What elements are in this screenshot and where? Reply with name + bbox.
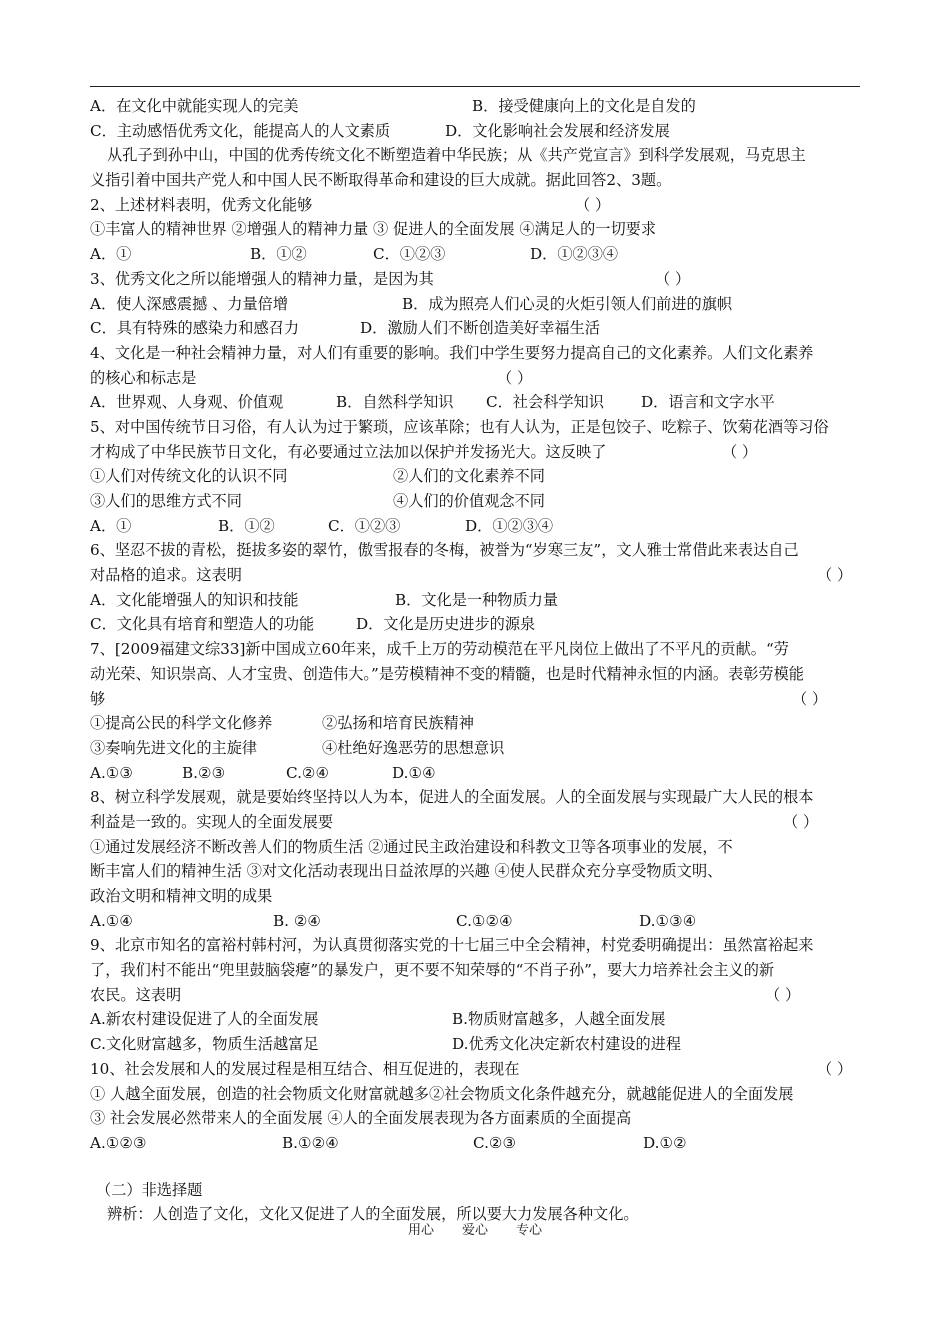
option-text: B.②③ xyxy=(182,763,226,782)
line-text: 辨析：人创造了文化，文化又促进了人的全面发展，所以要大力发展各种文化。 xyxy=(107,1205,639,1224)
document-body xyxy=(90,94,860,1227)
text-line xyxy=(90,1131,860,1156)
answer-blank: （ ） xyxy=(817,566,853,585)
line-text: 2、上述材料表明，优秀文化能够 xyxy=(90,195,313,214)
section-heading xyxy=(90,1178,860,1203)
option-text: B．文化是一种物质力量 xyxy=(395,590,559,609)
answer-blank: （ ） xyxy=(792,689,828,708)
line-text: 4、文化是一种社会精神力量，对人们有重要的影响。我们中学生要努力提高自己的文化素养。人们文化素养 xyxy=(90,343,814,362)
text-line xyxy=(90,143,860,168)
line-text: 的核心和标志是 xyxy=(90,368,197,387)
option-text: C.文化财富越多，物质生活越富足 xyxy=(90,1035,319,1054)
text-line xyxy=(90,1007,860,1032)
line-text: 5、对中国传统节日习俗，有人认为过于繁琐，应该革除；也有人认为，正是包饺子、吃粽子、饮菊花酒等习俗 xyxy=(90,417,829,436)
line-text: ①丰富人的精神世界 ②增强人的精神力量 ③ 促进人的全面发展 ④满足人的一切要求 xyxy=(90,220,657,239)
answer-blank: （ ） xyxy=(655,269,691,288)
option-text: A．在文化中就能实现人的完美 xyxy=(90,97,299,115)
option-text: B.物质财富越多，人越全面发展 xyxy=(452,1010,666,1029)
option-text: ④人们的价值观念不同 xyxy=(393,492,545,510)
text-line xyxy=(90,588,860,613)
option-text: D．①②③④ xyxy=(465,516,554,535)
text-line xyxy=(90,958,860,983)
option-text: A.①③ xyxy=(90,763,134,782)
option-text: A．使人深感震撼 、力量倍增 xyxy=(90,294,289,313)
text-line xyxy=(90,711,860,736)
line-text: 了，我们村不能出“兜里鼓脑袋瘪”的暴发户，更不要不知荣辱的“不肖子孙”，要大力培养社会主义的新 xyxy=(90,961,775,980)
option-text: A.①②③ xyxy=(90,1133,147,1152)
option-text: B．①② xyxy=(250,245,307,264)
line-text: 动光荣、知识崇高、人才宝贵、创造伟大。”是劳模精神不变的精髓，也是时代精神永恒的内涵。表彰劳模能 xyxy=(90,664,804,683)
option-text: D．文化影响社会发展和经济发展 xyxy=(445,121,670,140)
text-line xyxy=(90,662,860,687)
option-text: A．文化能增强人的知识和技能 xyxy=(90,590,299,609)
option-text: C.②③ xyxy=(473,1133,517,1152)
option-text: D．语言和文字水平 xyxy=(641,393,775,412)
option-text: C．①②③ xyxy=(328,516,401,535)
line-text: ① 人越全面发展，创造的社会物质文化财富就越多②社会物质文化条件越充分，就越能促进人的全面发展 xyxy=(90,1084,794,1103)
line-text: 从孔子到孙中山，中国的优秀传统文化不断塑造着中华民族；从《共产党宣言》到科学发展观，马克思主 xyxy=(107,146,806,165)
option-text: A．① xyxy=(90,516,132,535)
text-line xyxy=(90,119,860,144)
option-text: B.①②④ xyxy=(282,1133,339,1152)
option-text: D.优秀文化决定新农村建设的进程 xyxy=(452,1035,682,1054)
text-line xyxy=(90,785,860,810)
page-footer xyxy=(0,1222,950,1240)
text-line xyxy=(90,761,860,786)
text-line xyxy=(90,1106,860,1131)
option-text: A．世界观、人身观、价值观 xyxy=(90,393,284,412)
option-text: B. ②④ xyxy=(273,911,322,930)
text-line xyxy=(90,1082,860,1107)
footer-word: 用心 xyxy=(407,1223,434,1238)
line-text: 农民。这表明 xyxy=(90,985,182,1004)
option-text: B．成为照亮人们心灵的火炬引领人们前进的旗帜 xyxy=(402,294,733,313)
option-text: C．文化具有培育和塑造人的功能 xyxy=(90,615,315,634)
text-line xyxy=(90,909,860,934)
option-text: ③奏响先进文化的主旋律 xyxy=(90,738,258,757)
line-text: 断丰富人们的精神生活 ③对文化活动表现出日益浓厚的兴趣 ④使人民群众充分享受物质文明、 xyxy=(90,862,723,881)
text-line xyxy=(90,835,860,860)
text-line xyxy=(90,736,860,761)
option-text: D．激励人们不断创造美好幸福生活 xyxy=(360,319,600,338)
option-text: C.②④ xyxy=(286,763,330,782)
option-text: B．接受健康向上的文化是自发的 xyxy=(472,97,696,115)
option-text: ①人们对传统文化的认识不同 xyxy=(90,467,288,486)
text-line xyxy=(90,1057,860,1082)
text-line xyxy=(90,440,860,465)
answer-blank: （ ） xyxy=(765,985,801,1004)
text-line xyxy=(90,415,860,440)
text-line xyxy=(90,341,860,366)
text-line xyxy=(90,884,860,909)
option-text: ①提高公民的科学文化修养 xyxy=(90,714,273,733)
line-text: ①通过发展经济不断改善人们的物质生活 ②通过民主政治建设和科教文卫等各项事业的发展，不 xyxy=(90,837,733,856)
text-line xyxy=(90,242,860,267)
option-text: C．社会科学知识 xyxy=(486,393,604,412)
text-line xyxy=(90,859,860,884)
text-line xyxy=(90,168,860,193)
answer-blank: （ ） xyxy=(575,195,611,214)
footer-word: 爱心 xyxy=(461,1223,488,1238)
option-text: D．文化是历史进步的源泉 xyxy=(356,615,536,634)
line-text: 8、树立科学发展观，就是要始终坚持以人为本，促进人的全面发展。人的全面发展与实现最广大人民的根本 xyxy=(90,788,814,807)
text-line xyxy=(90,267,860,292)
line-text: （二）非选择题 xyxy=(96,1180,203,1199)
text-line xyxy=(90,316,860,341)
option-text: B．①② xyxy=(218,516,275,535)
text-line xyxy=(90,390,860,415)
text-line xyxy=(90,810,860,835)
text-line xyxy=(90,292,860,317)
line-text: 7、[2009福建文综33]新中国成立60年来，成千上万的劳动模范在平凡岗位上做出了不平凡的贡献。“劳 xyxy=(90,640,789,659)
option-text: ②弘扬和培育民族精神 xyxy=(322,714,474,733)
line-text: 义指引着中国共产党人和中国人民不断取得革命和建设的巨大成就。据此回答2、3题。 xyxy=(90,171,672,190)
text-line xyxy=(90,637,860,662)
text-line xyxy=(90,514,860,539)
line-text: ③ 社会发展必然带来人的全面发展 ④人的全面发展表现为各方面素质的全面提高 xyxy=(90,1109,632,1128)
line-text: 对品格的追求。这表明 xyxy=(90,566,242,585)
text-line xyxy=(90,612,860,637)
text-line xyxy=(90,489,860,514)
header-rule xyxy=(90,86,860,87)
option-text: A.新农村建设促进了人的全面发展 xyxy=(90,1010,319,1029)
option-text: D．①②③④ xyxy=(530,245,619,264)
text-line xyxy=(90,193,860,218)
option-text: B．自然科学知识 xyxy=(336,393,454,412)
option-text: D.①④ xyxy=(392,763,436,782)
line-text: 够 xyxy=(90,689,106,708)
answer-blank: （ ） xyxy=(783,812,819,831)
line-text: 6、坚忍不拔的青松，挺拔多姿的翠竹，傲雪报春的冬梅，被誉为“岁寒三友”，文人雅士常借此来表达自己 xyxy=(90,541,799,560)
option-text: A.①④ xyxy=(90,911,134,930)
line-text: 10、社会发展和人的发展过程是相互结合、相互促进的，表现在 xyxy=(90,1059,520,1078)
answer-blank: （ ） xyxy=(497,368,533,387)
option-text: C．主动感悟优秀文化，能提高人的人文素质 xyxy=(90,121,391,140)
answer-blank: （ ） xyxy=(817,1059,853,1078)
answer-blank: （ ） xyxy=(722,442,758,461)
line-text: 政治文明和精神文明的成果 xyxy=(90,887,273,905)
option-text: ③人们的思维方式不同 xyxy=(90,492,242,510)
text-line xyxy=(90,538,860,563)
line-text: 9、北京市知名的富裕村韩村河，为认真贯彻落实党的十七届三中全会精神，村党委明确提出：虽然富裕起来 xyxy=(90,936,814,955)
line-text: 才构成了中华民族节日文化，有必要通过立法加以保护并发扬光大。这反映了 xyxy=(90,442,607,461)
option-text: D.①② xyxy=(643,1133,687,1152)
line-text: 3、优秀文化之所以能增强人的精神力量，是因为其 xyxy=(90,269,434,288)
option-text: C．具有特殊的感染力和感召力 xyxy=(90,319,300,338)
text-line xyxy=(90,464,860,489)
text-line xyxy=(90,217,860,242)
text-line xyxy=(90,563,860,588)
text-line xyxy=(90,933,860,958)
text-line xyxy=(90,366,860,391)
option-text: ②人们的文化素养不同 xyxy=(393,467,545,486)
option-text: ④杜绝好逸恶劳的思想意识 xyxy=(322,738,505,757)
option-text: C．①②③ xyxy=(373,245,446,264)
option-text: C.①②④ xyxy=(456,911,513,930)
option-text: D.①③④ xyxy=(639,911,697,930)
line-text: 利益是一致的。实现人的全面发展要 xyxy=(90,812,333,831)
text-line xyxy=(90,1032,860,1057)
section-gap xyxy=(90,1156,860,1178)
text-line xyxy=(90,687,860,712)
text-line xyxy=(90,94,860,119)
text-line xyxy=(90,983,860,1008)
option-text: A．① xyxy=(90,245,132,264)
footer-word: 专心 xyxy=(516,1223,543,1238)
